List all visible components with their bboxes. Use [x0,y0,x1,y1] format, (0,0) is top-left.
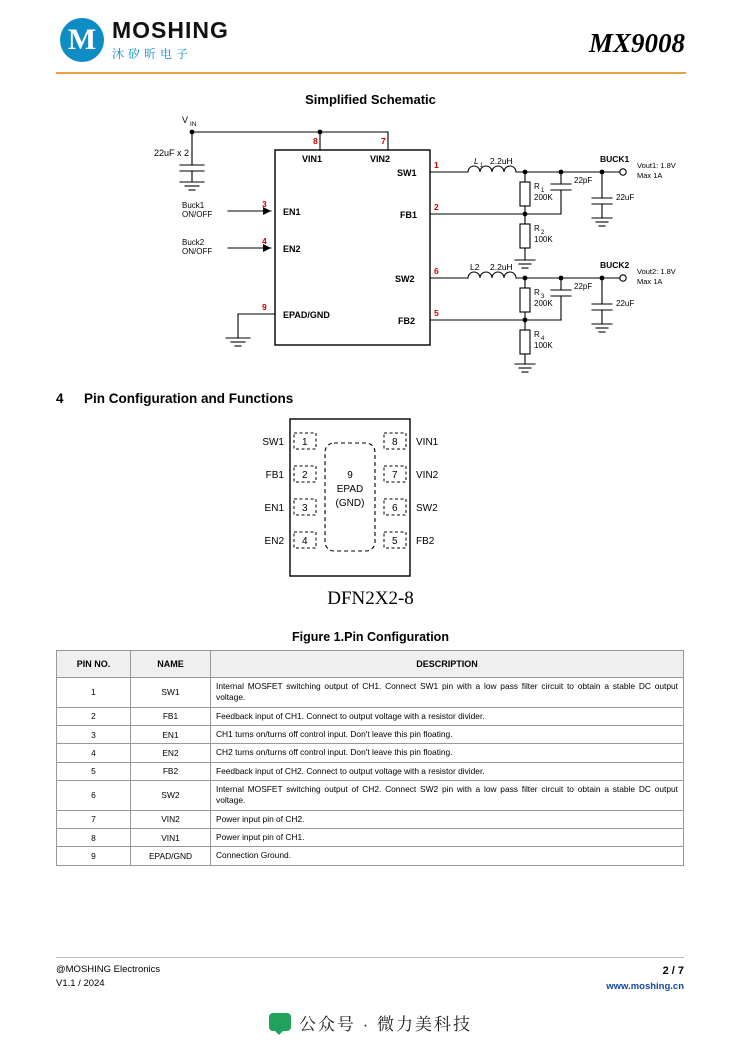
cell-pin-name: FB1 [131,707,211,725]
watermark-text: 公众号 · 微力美科技 [298,1014,473,1034]
section-number: 4 [56,391,64,406]
buck1-control-line2: ON/OFF [182,210,213,219]
resistor-r2-name: R [534,224,540,233]
cell-pin-no: 8 [57,829,131,847]
simplified-schematic-figure [150,110,710,380]
cell-pin-no: 2 [57,707,131,725]
pkg-epad-line2: (GND) [335,498,365,509]
cell-pin-name: VIN1 [131,829,211,847]
table-row [57,781,684,811]
node-buck1: BUCK1 [600,154,630,164]
pin-function-table [56,650,684,866]
cell-pin-no: 5 [57,762,131,780]
pkg-right-num-8: 8 [392,437,398,448]
table-header-row [57,651,684,678]
cell-pin-desc: Internal MOSFET switching output of CH2. Connect SW2 pin with a low pass filter circuit to obtain a stable DC output voltage. [211,781,684,811]
cell-pin-name: SW2 [131,781,211,811]
resistor-r4-name: R [534,330,540,339]
cell-pin-desc: Power input pin of CH2. [211,810,684,828]
pinnum-fb2: 5 [434,308,439,318]
table-row [57,744,684,762]
logo-text [112,18,229,62]
cap-cout1-value: 22uF [616,193,635,202]
cell-pin-no: 1 [57,678,131,708]
cell-pin-desc: Power input pin of CH1. [211,829,684,847]
pkg-left-num-4: 4 [302,536,308,547]
buck1-control-line1: Buck1 [182,201,205,210]
cell-pin-no: 9 [57,847,131,865]
inductor-l1-name: L [474,156,479,166]
cell-pin-no: 3 [57,726,131,744]
pkg-left-num-2: 2 [302,470,308,481]
table-row [57,847,684,865]
ic-pin-fb2: FB2 [398,316,416,326]
pkg-right-label-7: VIN2 [416,470,439,481]
resistor-r1-value: 200K [534,193,553,202]
resistor-r3-sub: 3 [541,294,545,300]
pkg-right-num-7: 7 [392,470,398,481]
resistor-r2-sub: 2 [541,230,545,236]
cell-pin-desc: CH1 turns on/turns off control input. Don't leave this pin floating. [211,726,684,744]
ic-pin-en2: EN2 [283,244,301,254]
ic-pin-sw2: SW2 [395,274,415,284]
footer-divider [56,957,684,958]
footer-website[interactable]: www.moshing.cn [606,980,684,992]
pkg-left-label-2: FB1 [265,470,284,481]
logo-mark-icon [60,18,104,62]
cell-pin-name: EN2 [131,744,211,762]
wechat-icon [269,1013,291,1031]
pkg-left-num-1: 1 [302,437,308,448]
part-number: MX9008 [588,28,685,58]
page-header [0,0,741,74]
vout2-line1: Vout2: 1.8V [637,267,676,276]
section-title: Pin Configuration and Functions [84,391,294,406]
section-heading [56,391,293,406]
table-row [57,762,684,780]
col-header-name: NAME [131,651,211,678]
inductor-l2-value: 2.2uH [490,262,513,272]
pkg-right-label-5: FB2 [416,536,435,547]
cell-pin-no: 6 [57,781,131,811]
vout1-line1: Vout1: 1.8V [637,161,676,170]
pkg-right-num-6: 6 [392,503,398,514]
resistor-r4-value: 100K [534,341,553,350]
cell-pin-desc: Connection Ground. [211,847,684,865]
footer-company: @MOSHING Electronics [56,964,161,975]
cap-cff2-value: 22pF [574,282,593,291]
buck2-control-line1: Buck2 [182,238,205,247]
resistor-r3-name: R [534,288,540,297]
cap-cff1-value: 22pF [574,176,593,185]
footer-left [56,963,160,992]
label-vin-sub: IN [190,121,197,128]
inductor-l1-sub: 1 [480,163,484,169]
table-row [57,678,684,708]
ic-pin-fb1: FB1 [400,210,418,220]
cell-pin-desc: Internal MOSFET switching output of CH1. Connect SW1 pin with a low pass filter circuit to obtain a stable DC output voltage. [211,678,684,708]
cell-pin-name: FB2 [131,762,211,780]
table-row [57,707,684,725]
footer-right [606,963,684,994]
ic-pin-epad: EPAD/GND [283,310,330,320]
node-buck2: BUCK2 [600,260,630,270]
ic-pin-vin2: VIN2 [370,154,391,164]
cell-pin-desc: Feedback input of CH2. Connect to output voltage with a resistor divider. [211,762,684,780]
pinnum-sw2: 6 [434,266,439,276]
pinnum-sw1: 1 [434,160,439,170]
pkg-left-num-3: 3 [302,503,308,514]
resistor-r4-sub: 4 [541,336,545,342]
vout1-line2: Max 1A [637,171,663,180]
cell-pin-desc: CH2 turns on/turns off control input. Don't leave this pin floating. [211,744,684,762]
inductor-l1-value: 2.2uH [490,156,513,166]
figure-caption: Figure 1.Pin Configuration [292,630,449,644]
pin-configuration-figure [250,415,490,580]
cell-pin-no: 7 [57,810,131,828]
ic-pin-vin1: VIN1 [302,154,323,164]
ic-pin-en1: EN1 [283,207,301,217]
pkg-right-label-8: VIN1 [416,437,439,448]
watermark-bar [0,1000,741,1044]
logo-chinese-name: 沐矽昕电子 [112,47,193,62]
buck2-control-line2: ON/OFF [182,247,213,256]
vout2-line2: Max 1A [637,277,663,286]
cell-pin-no: 4 [57,744,131,762]
schematic-title: Simplified Schematic [305,92,436,107]
pkg-epad-number: 9 [347,470,353,481]
pkg-right-label-6: SW2 [416,503,438,514]
pkg-right-num-5: 5 [392,536,398,547]
pinnum-epad: 9 [262,302,267,312]
pinnum-en2: 4 [262,236,267,246]
table-row [57,726,684,744]
logo-letter: M [67,23,97,57]
pinnum-en1: 3 [262,199,267,209]
pkg-left-label-1: SW1 [262,437,284,448]
resistor-r1-sub: 1 [541,188,545,194]
cell-pin-name: SW1 [131,678,211,708]
logo-english-name: MOSHING [112,17,229,43]
label-input-cap: 22uF x 2 [154,148,190,158]
company-logo [60,18,229,62]
pinnum-vin1: 8 [313,136,318,146]
cell-pin-name: EN1 [131,726,211,744]
col-header-description: DESCRIPTION [211,651,684,678]
table-row [57,810,684,828]
resistor-r2-value: 100K [534,235,553,244]
pkg-left-label-4: EN2 [264,536,284,547]
cell-pin-name: VIN2 [131,810,211,828]
pinnum-vin2: 7 [381,136,386,146]
cell-pin-desc: Feedback input of CH1. Connect to output voltage with a resistor divider. [211,707,684,725]
cap-cout2-value: 22uF [616,299,635,308]
pkg-left-label-3: EN1 [264,503,284,514]
footer-version: V1.1 / 2024 [56,978,105,990]
table-row [57,829,684,847]
pkg-epad-line1: EPAD [336,484,364,495]
col-header-pin-no: PIN NO. [57,651,131,678]
ic-pin-sw1: SW1 [397,168,417,178]
header-divider [56,72,686,74]
package-name: DFN2X2-8 [327,588,414,609]
resistor-r1-name: R [534,182,540,191]
cell-pin-name: EPAD/GND [131,847,211,865]
page-number: 2 / 7 [662,965,684,977]
pinnum-fb1: 2 [434,202,439,212]
resistor-r3-value: 200K [534,299,553,308]
inductor-l2-name: L2 [470,262,480,272]
label-vin: V [182,115,189,125]
